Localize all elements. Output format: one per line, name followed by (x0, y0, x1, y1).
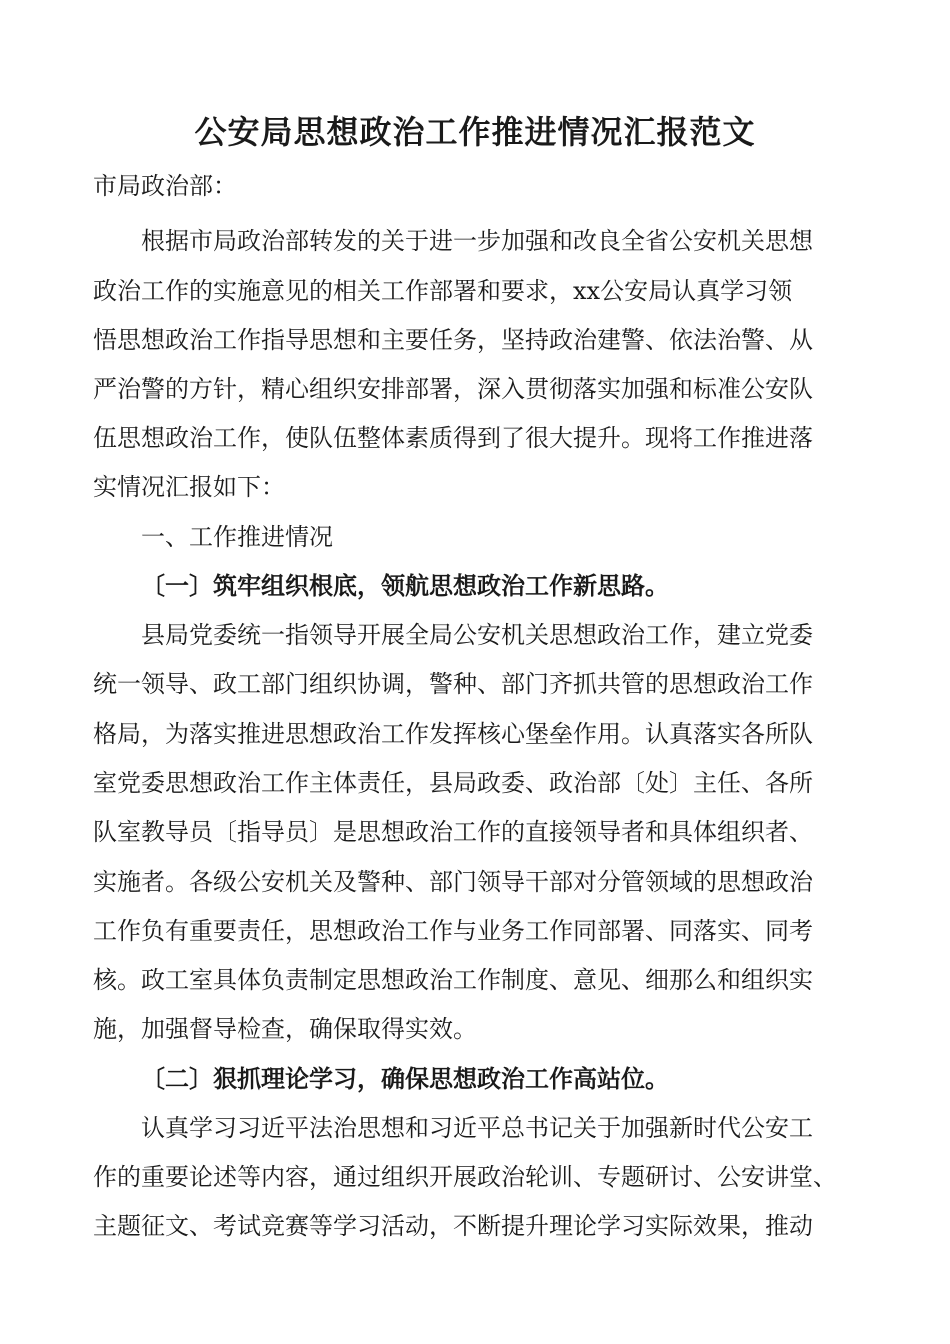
paragraph-line: 作的重要论述等内容，通过组织开展政治轮训、专题研讨、公安讲堂、 (93, 1163, 837, 1191)
paragraph-line: 核。政工室具体负责制定思想政治工作制度、意见、细那么和组织实 (93, 966, 813, 994)
paragraph-line: 县局党委统一指领导开展全局公安机关思想政治工作，建立党委 (141, 621, 813, 649)
intro-line: 伍思想政治工作，使队伍整体素质得到了很大提升。现将工作推进落 (93, 424, 813, 452)
subsection-heading-2: 〔二〕狠抓理论学习，确保思想政治工作高站位。 (141, 1064, 669, 1093)
paragraph-line: 统一领导、政工部门组织协调，警种、部门齐抓共管的思想政治工作 (93, 670, 813, 698)
paragraph-line: 认真学习习近平法治思想和习近平总书记关于加强新时代公安工 (141, 1114, 813, 1142)
intro-line: 根据市局政治部转发的关于进一步加强和改良全省公安机关思想 (141, 227, 813, 255)
intro-line: 实情况汇报如下： (93, 473, 285, 501)
paragraph-line: 实施者。各级公安机关及警种、部门领导干部对分管领域的思想政治 (93, 868, 813, 896)
section-heading: 一、工作推进情况 (141, 523, 333, 551)
paragraph-line: 队室教导员〔指导员〕是思想政治工作的直接领导者和具体组织者、 (93, 818, 813, 846)
intro-line: 悟思想政治工作指导思想和主要任务，坚持政治建警、依法治警、从 (93, 326, 813, 354)
paragraph-line: 施，加强督导检查，确保取得实效。 (93, 1015, 477, 1043)
intro-line: 严治警的方针，精心组织安排部署，深入贯彻落实加强和标准公安队 (93, 375, 813, 403)
paragraph-line: 格局，为落实推进思想政治工作发挥核心堡垒作用。认真落实各所队 (93, 720, 813, 748)
paragraph-line: 主题征文、考试竞赛等学习活动，不断提升理论学习实际效果，推动 (93, 1212, 813, 1240)
salutation: 市局政治部： (93, 172, 237, 200)
intro-line: 政治工作的实施意见的相关工作部署和要求，xx公安局认真学习领 (93, 277, 793, 305)
subsection-heading-1: 〔一〕筑牢组织根底，领航思想政治工作新思路。 (141, 571, 669, 600)
paragraph-line: 工作负有重要责任，思想政治工作与业务工作同部署、同落实、同考 (93, 917, 813, 945)
paragraph-line: 室党委思想政治工作主体责任，县局政委、政治部〔处〕主任、各所 (93, 769, 813, 797)
document-title: 公安局思想政治工作推进情况汇报范文 (194, 113, 756, 151)
